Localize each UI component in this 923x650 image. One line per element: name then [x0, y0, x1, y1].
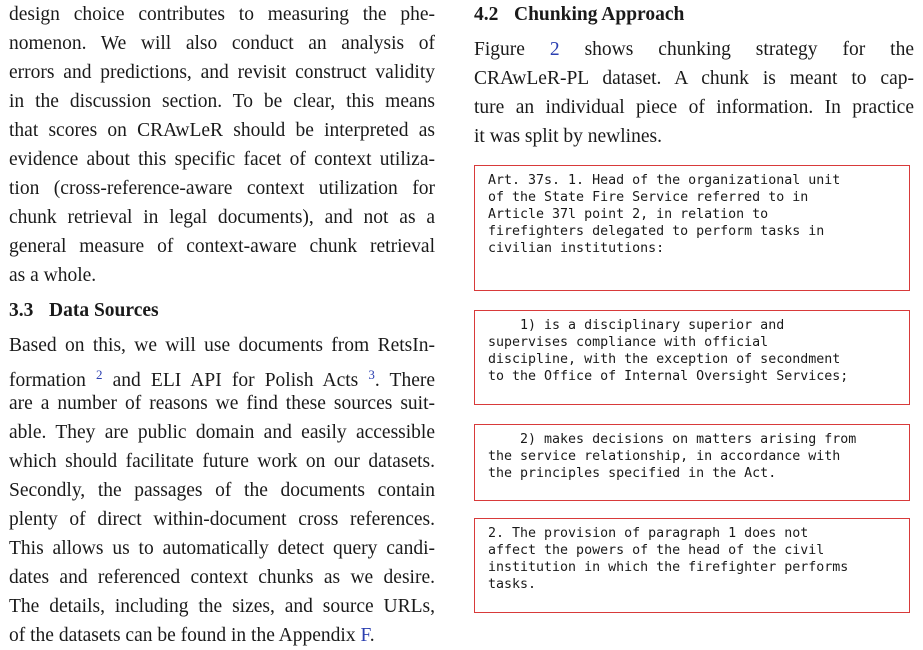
text-span: . — [369, 625, 375, 646]
paragraph-line: Based on this, we will use documents from RetsIn- — [9, 335, 435, 356]
footnote-marker-3[interactable]: 3 — [368, 367, 375, 382]
paragraph-line: able. They are public domain and easily accessible — [9, 422, 435, 443]
paragraph-line: it was split by newlines. — [474, 126, 662, 147]
chunk-line: the principles specified in the Act. — [488, 466, 777, 481]
paragraph-line: tion (cross-reference-aware context utilization for — [9, 178, 435, 199]
section-number: 3.3 — [9, 300, 34, 321]
paragraph-line — [9, 360, 435, 389]
paragraph-line: This allows us to automatically detect query candi- — [9, 538, 435, 559]
paragraph-line: Secondly, the passages of the documents contain — [9, 480, 435, 501]
section-heading-4-2 — [474, 0, 684, 29]
paragraph-line: design choice contributes to measuring the phe- — [9, 4, 435, 25]
text-span: formation — [9, 370, 86, 391]
paragraph-line: general measure of context-aware chunk retrieval — [9, 236, 435, 257]
text-span: shows chunking strategy for the — [584, 39, 915, 60]
chunk-line: civilian institutions: — [488, 241, 665, 256]
paragraph-line: CRAwLeR-PL dataset. A chunk is meant to cap- — [474, 68, 914, 89]
paragraph-line: in the discussion section. To be clear, this means — [9, 91, 435, 112]
paragraph-line — [474, 35, 914, 64]
chunk-line: to the Office of Internal Oversight Services; — [488, 369, 849, 384]
paragraph-line: dates and referenced context chunks as we desire. — [9, 567, 435, 588]
paragraph-line: are a number of reasons we find these sources suit- — [9, 393, 435, 414]
chunk-box — [474, 310, 910, 405]
chunk-line: Article 37l point 2, in relation to — [488, 207, 769, 222]
chunk-box — [474, 165, 910, 291]
chunk-box — [474, 424, 910, 501]
appendix-link[interactable]: F — [360, 625, 370, 646]
chunk-line: affect the powers of the head of the civil — [488, 543, 825, 558]
text-span: Figure — [474, 39, 525, 60]
chunk-line: tasks. — [488, 577, 537, 592]
paragraph-line: ture an individual piece of information. In practice — [474, 97, 914, 118]
paragraph-line: evidence about this specific facet of context utiliza- — [9, 149, 435, 170]
text-span: and ELI API for Polish Acts — [102, 370, 359, 391]
paragraph-line: nomenon. We will also conduct an analysis of — [9, 33, 435, 54]
paragraph-line: The details, including the sizes, and source URLs, — [9, 596, 435, 617]
paragraph-line: as a whole. — [9, 265, 97, 286]
paragraph-line: that scores on CRAwLeR should be interpreted as — [9, 120, 435, 141]
paragraph-line: plenty of direct within-document cross references. — [9, 509, 435, 530]
section-title: Chunking Approach — [514, 4, 685, 25]
paragraph-line: chunk retrieval in legal documents), and not as a — [9, 207, 435, 228]
chunk-line: the service relationship, in accordance with — [488, 449, 841, 464]
chunk-line: discipline, with the exception of secondment — [488, 352, 841, 367]
chunk-line: 1) is a disciplinary superior and — [488, 318, 785, 333]
section-title: Data Sources — [49, 300, 159, 321]
section-number: 4.2 — [474, 4, 499, 25]
figure-link[interactable]: 2 — [549, 39, 560, 60]
text-span: of the datasets can be found in the Appendix — [9, 625, 356, 646]
chunk-line: Art. 37s. 1. Head of the organizational unit — [488, 173, 841, 188]
chunk-line: institution in which the firefighter performs — [488, 560, 849, 575]
chunk-box — [474, 518, 910, 613]
chunk-line: 2) makes decisions on matters arising from — [488, 432, 857, 447]
chunk-line: 2. The provision of paragraph 1 does not — [488, 526, 809, 541]
chunk-line: supervises compliance with official — [488, 335, 769, 350]
paragraph-line: errors and predictions, and revisit construct validity — [9, 62, 435, 83]
paragraph-line — [9, 621, 435, 650]
section-heading-3-3 — [9, 296, 159, 325]
text-span: . There — [374, 370, 435, 391]
chunk-line: of the State Fire Service referred to in — [488, 190, 809, 205]
footnote-marker-2[interactable]: 2 — [96, 367, 103, 382]
chunk-line: firefighters delegated to perform tasks in — [488, 224, 825, 239]
paragraph-line: which should facilitate future work on our datasets. — [9, 451, 435, 472]
